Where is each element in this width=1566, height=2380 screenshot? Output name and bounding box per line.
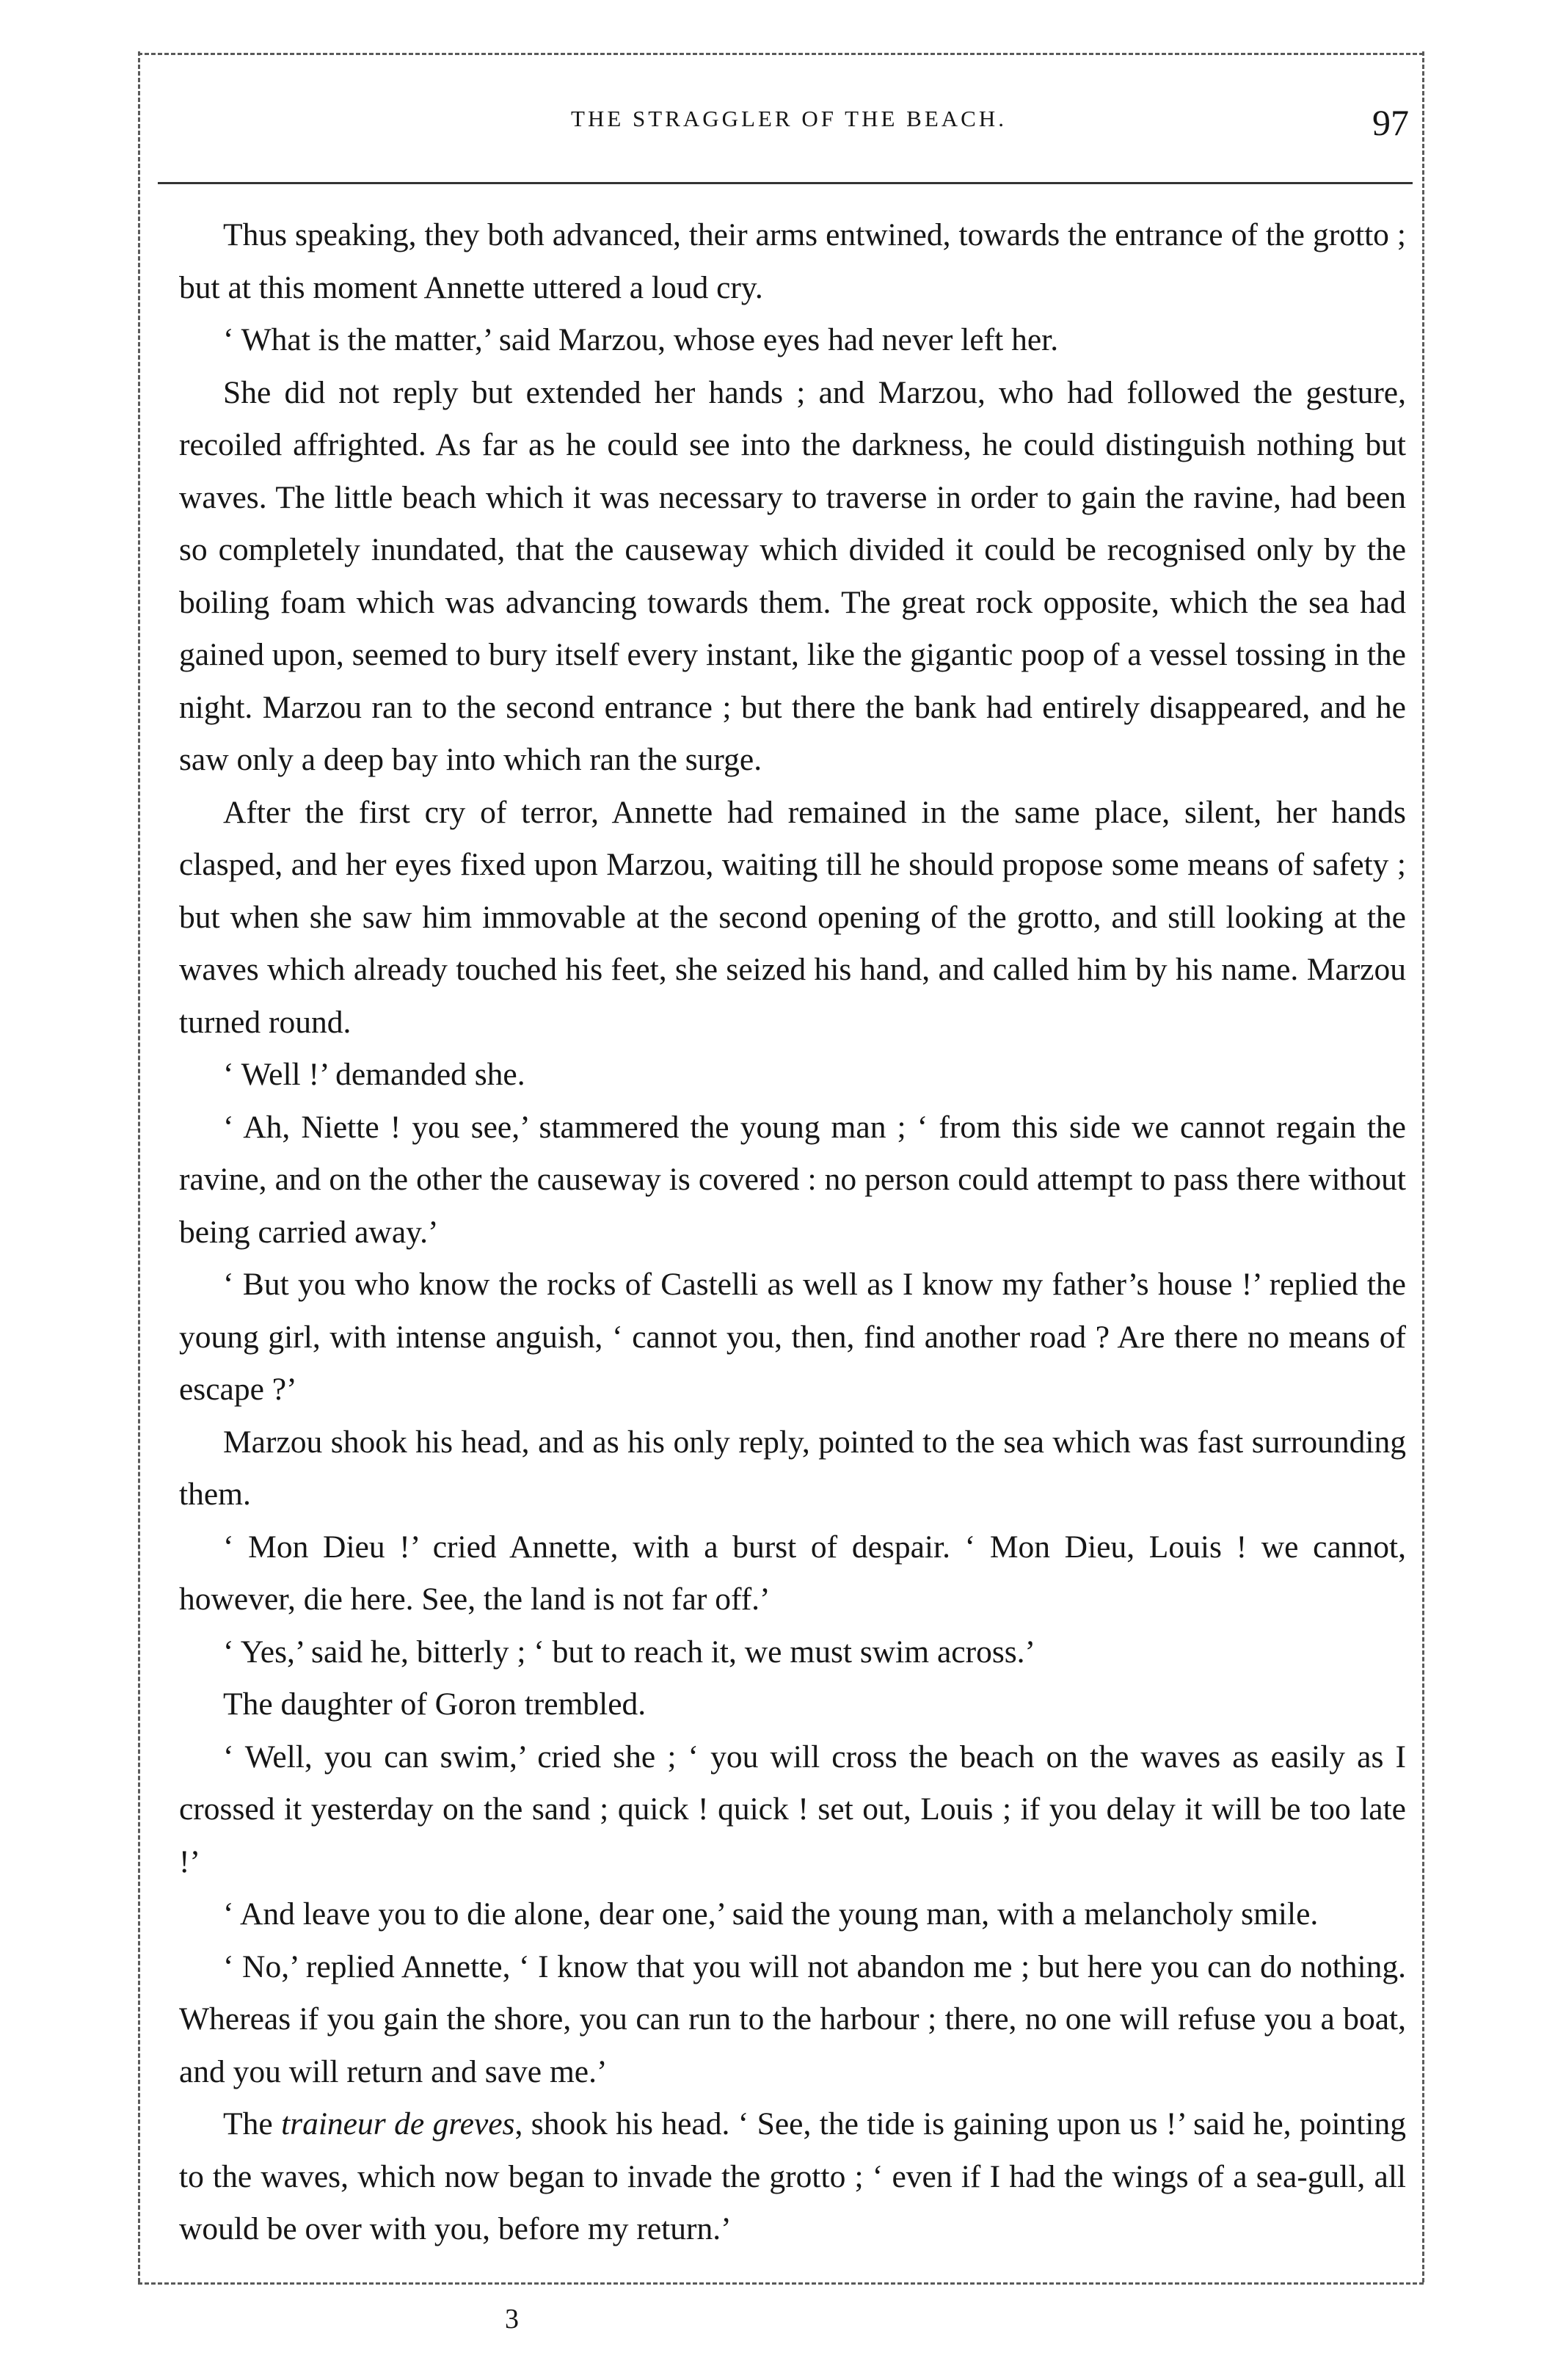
paragraph-text-end: , shook his head. ‘ See, the tide is gaining upon us !’ said he, pointing to the waves, which now began to invade the grotto ; ‘ even if I had the wings of a sea-gull, all would be over with you, before my return.’	[179, 2106, 1406, 2246]
paragraph: She did not reply but extended her hands ; and Marzou, who had followed the gesture, recoiled affrighted. As far as he could see into the darkness, he could distinguish nothing but waves. The little beach which it was necessary to traverse in order to gain the ravine, had been so completely inundated, that the causeway which divided it could be recognised only by the boiling foam which was advancing towards them. The great rock opposite, which the sea had gained upon, seemed to bury itself every instant, like the gigantic poop of a vessel tossing in the night. Marzou ran to the second entrance ; but there the bank had entirely disappeared, and he saw only a deep bay into which ran the surge.	[179, 374, 1406, 777]
paragraph: ‘ Well, you can swim,’ cried she ; ‘ you will cross the beach on the waves as easily as I crossed it yesterday on the sand ; quick ! quick ! set out, Louis ; if you delay it will be too late !’	[179, 1739, 1406, 1879]
header-rule	[158, 182, 1413, 184]
paragraph: ‘ But you who know the rocks of Castelli as well as I know my father’s house !’ replied the young girl, with intense anguish, ‘ cannot you, then, find another road ? Are there no means of escape ?’	[179, 1267, 1406, 1407]
page-border-left	[138, 51, 140, 2282]
page-border-right	[1422, 51, 1424, 2282]
running-title: THE STRAGGLER OF THE BEACH.	[571, 106, 1007, 131]
paragraph: After the first cry of terror, Annette had remained in the same place, silent, her hands clasped, and her eyes fixed upon Marzou, waiting till he should propose some means of safety ; but when she saw him immovable at the second opening of the grotto, and still looking at the waves which already touched his feet, she seized his hand, and called him by his name. Marzou turned round.	[179, 794, 1406, 1040]
page-number: 97	[1372, 102, 1409, 143]
paragraph: ‘ Mon Dieu !’ cried Annette, with a burst of despair. ‘ Mon Dieu, Louis ! we cannot, however, die here. See, the land is not far off.’	[179, 1529, 1406, 1617]
paragraph: ‘ What is the matter,’ said Marzou, whose eyes had never left her.	[223, 322, 1059, 357]
paragraph-text-start: The	[223, 2106, 282, 2141]
running-head	[169, 101, 1409, 145]
paragraph: ‘ Ah, Niette ! you see,’ stammered the young man ; ‘ from this side we cannot regain the ravine, and on the other the causeway is covered : no person could attempt to pass there without being carried away.’	[179, 1109, 1406, 1250]
signature-mark: 3	[505, 2304, 519, 2334]
paragraph: ‘ Well !’ demanded she.	[223, 1057, 525, 1092]
paragraph: Thus speaking, they both advanced, their arms entwined, towards the entrance of the grotto ; but at this moment Annette uttered a loud cry.	[179, 217, 1406, 305]
paragraph: ‘ And leave you to die alone, dear one,’ said the young man, with a melancholy smile.	[223, 1896, 1319, 1932]
paragraph: Marzou shook his head, and as his only reply, pointed to the sea which was fast surrounding them.	[179, 1424, 1406, 1512]
paragraph: ‘ No,’ replied Annette, ‘ I know that you will not abandon me ; but here you can do nothing. Whereas if you gain the shore, you can run to the harbour ; there, no one will refuse you a boat, and you will return and save me.’	[179, 1948, 1406, 2089]
italic-phrase: traineur de greves	[281, 2106, 515, 2141]
paragraph: The daughter of Goron trembled.	[223, 1686, 647, 1722]
paragraph-last	[179, 2098, 1406, 2256]
body-text	[179, 209, 1406, 2256]
page-border-top	[138, 53, 1424, 55]
page-border-bottom	[138, 2282, 1424, 2285]
paragraph: ‘ Yes,’ said he, bitterly ; ‘ but to reach it, we must swim across.’	[223, 1634, 1036, 1670]
